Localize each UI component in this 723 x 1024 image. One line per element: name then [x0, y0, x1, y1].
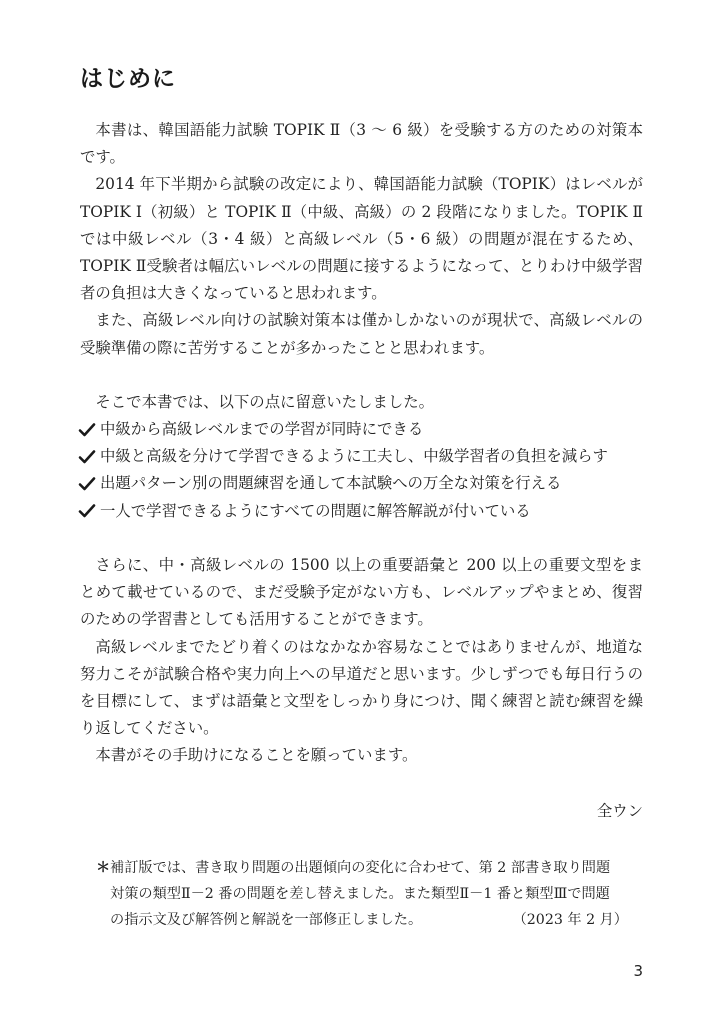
note-line: 対策の類型Ⅱ－2 番の問題を差し替えました。また類型Ⅱ－1 番と類型Ⅲで問題	[110, 886, 610, 902]
intro-paragraph: また、高級レベル向けの試験対策本は僅かしかないのが現状で、高級レベルの受験準備の際に苦労することが多かったことと思われます。	[80, 311, 643, 357]
checklist-item	[78, 498, 658, 525]
revision-note	[96, 855, 628, 933]
closing-paragraph: さらに、中・高級レベルの 1500 以上の重要語彙と 200 以上の重要文型をまとめて載せているので、まだ受験予定がない方も、レベルアップやまとめ、復習のための学習書としても活用することができます。	[80, 556, 643, 629]
points-checklist	[78, 416, 658, 525]
closing-section	[80, 552, 643, 770]
checklist-item-label: 中級と高級を分けて学習できるように工夫し、中級学習者の負担を減らす	[100, 447, 608, 466]
revision-note-body	[96, 855, 628, 933]
note-last-line	[110, 907, 628, 933]
note-line: 補訂版では、書き取り問題の出題傾向の変化に合わせて、第 2 部書き取り問題	[110, 860, 611, 876]
check-icon	[78, 448, 96, 466]
closing-paragraph: 本書がその手助けになることを願っています。	[95, 746, 418, 765]
intro-section	[80, 117, 643, 362]
checklist-item	[78, 443, 658, 470]
check-icon	[78, 475, 96, 493]
points-intro: そこで本書では、以下の点に留意いたしました。	[95, 393, 434, 411]
checklist-item	[78, 416, 658, 443]
check-icon	[78, 502, 96, 520]
page-title: はじめに	[80, 66, 176, 92]
asterisk-icon: ＊	[96, 860, 111, 876]
checklist-item-label: 一人で学習できるようにすべての問題に解答解説が付いている	[100, 501, 531, 520]
checklist-item	[78, 470, 658, 497]
intro-paragraph: 2014 年下半期から試験の改定により、韓国語能力試験（TOPIK）はレベルが TOPIK Ⅰ（初級）と TOPIK Ⅱ（中級、高級）の 2 段階になりました。TOPIK Ⅱでは中級レベル（3・4 級）と高級レベル（5・6 級）の問題が混在するため、TOPIK Ⅱ受験者は幅広いレベルの問題に接するようになって、とりわけ中級学習者の負担は大きくなっていると思われます。	[80, 175, 643, 303]
checklist-item-label: 出題パターン別の問題練習を通して本試験への万全な対策を行える	[100, 474, 562, 493]
closing-paragraph: 高級レベルまでたどり着くのはなかなか容易なことではありませんが、地道な努力こそが試験合格や実力向上への早道だと思います。少しずつでも毎日行うのを目標にして、まずは語彙と文型をしっかり身につけ、聞く練習と読む練習を繰り返してください。	[80, 637, 643, 738]
check-icon	[78, 421, 96, 439]
author-signature: 全ウン	[596, 802, 643, 820]
intro-paragraph: 本書は、韓国語能力試験 TOPIK Ⅱ（3 〜 6 級）を受験する方のための対策本です。	[80, 121, 643, 167]
page-number: 3	[633, 962, 643, 980]
checklist-item-label: 中級から高級レベルまでの学習が同時にできる	[100, 420, 424, 438]
points-intro-section	[80, 389, 643, 416]
note-line: の指示文及び解答例と解説を一部修正しました。	[110, 912, 423, 928]
note-date: （2023 年 2 月）	[512, 912, 628, 928]
